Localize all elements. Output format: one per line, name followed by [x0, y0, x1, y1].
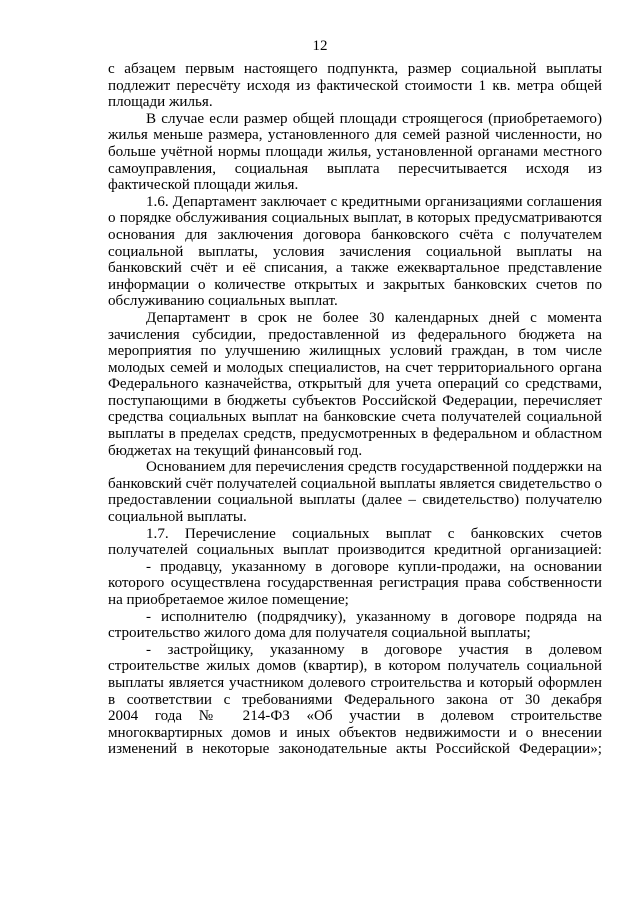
text-line: изменений в некоторые законодательные акты Российской Федерации»;: [108, 741, 602, 758]
text-line: предоставлении социальной выплаты (далее – свидетельство) получателю: [108, 492, 602, 509]
text-line: социальной выплаты, условия зачисления социальной выплаты на: [108, 243, 602, 260]
text-line: фактической площади жилья.: [108, 177, 299, 194]
text-line: средства социальных выплат на банковские счета получателей социальной: [108, 409, 602, 426]
text-line: которого осуществлена государственная регистрация права собственности: [108, 575, 602, 592]
text-line: В случае если размер общей площади строящегося (приобретаемого): [146, 110, 602, 127]
text-line: 2004 года № 214-ФЗ «Об участии в долевом строительстве: [108, 708, 602, 725]
text-line: - продавцу, указанному в договоре купли-продажи, на основании: [146, 558, 602, 575]
text-line: подлежит пересчёту исходя из фактической стоимости 1 кв. метра общей: [108, 77, 602, 94]
text-line: поступающими в бюджеты субъектов Российской Федерации, перечисляет: [108, 392, 602, 409]
page-number: 12: [312, 38, 328, 54]
text-line: выплаты является участником долевого строительства и который оформлен: [108, 674, 602, 691]
text-line: информации о количестве открытых и закрытых банковских счетов по: [108, 276, 602, 293]
text-line: самоуправления, социальная выплата пересчитывается исходя из: [108, 160, 602, 177]
text-line: в соответствии с требованиями Федерального закона от 30 декабря: [108, 691, 602, 708]
text-line: больше учётной нормы площади жилья, установленной органами местного: [108, 143, 602, 160]
text-line: 1.7. Перечисление социальных выплат с банковских счетов: [146, 525, 602, 542]
text-line: многоквартирных домов и иных объектов недвижимости и о внесении: [108, 724, 602, 741]
text-line: строительство жилого дома для получателя социальной выплаты;: [108, 625, 531, 642]
text-line: 1.6. Департамент заключает с кредитными организациями соглашения: [146, 193, 602, 210]
text-line: выплаты в пределах средств, предусмотренных в федеральном и областном: [108, 426, 602, 443]
text-line: Департамент в срок не более 30 календарных дней с момента: [146, 309, 602, 326]
text-line: бюджетах на текущий финансовый год.: [108, 442, 363, 459]
text-line: зачисления субсидии, предоставленной из федерального бюджета на: [108, 326, 602, 343]
text-line: Федерального казначейства, открытый для учета операций со средствами,: [108, 376, 602, 393]
text-line: о порядке обслуживания социальных выплат, в которых предусматриваются: [108, 210, 602, 227]
text-line: - застройщику, указанному в договоре участия в долевом: [146, 641, 602, 658]
text-line: банковский счёт получателей социальной выплаты является свидетельство о: [108, 475, 602, 492]
text-line: жилья меньше размера, установленного для семей разной численности, но: [108, 127, 602, 144]
text-line: основания для заключения договора банковского счёта с получателем: [108, 226, 602, 243]
text-line: банковский счёт и её списания, а также ежеквартальное представление: [108, 260, 602, 277]
text-line: получателей социальных выплат производится кредитной организацией:: [108, 542, 602, 559]
text-line: площади жилья.: [108, 94, 213, 111]
text-line: - исполнителю (подрядчику), указанному в договоре подряда на: [146, 608, 602, 625]
body-text: [108, 61, 602, 758]
text-line: социальной выплаты.: [108, 509, 247, 526]
text-line: строительстве жилых домов (квартир), в котором получатель социальной: [108, 658, 602, 675]
text-line: на приобретаемое жилое помещение;: [108, 592, 349, 608]
text-line: обслуживанию социальных выплат.: [108, 293, 338, 310]
text-line: молодых семей и молодых специалистов, на счет территориального органа: [108, 359, 602, 376]
text-line: Основанием для перечисления средств государственной поддержки на: [146, 459, 602, 476]
text-line: мероприятия по улучшению жилищных условий граждан, в том числе: [108, 343, 602, 360]
text-line: с абзацем первым настоящего подпункта, размер социальной выплаты: [108, 61, 602, 77]
